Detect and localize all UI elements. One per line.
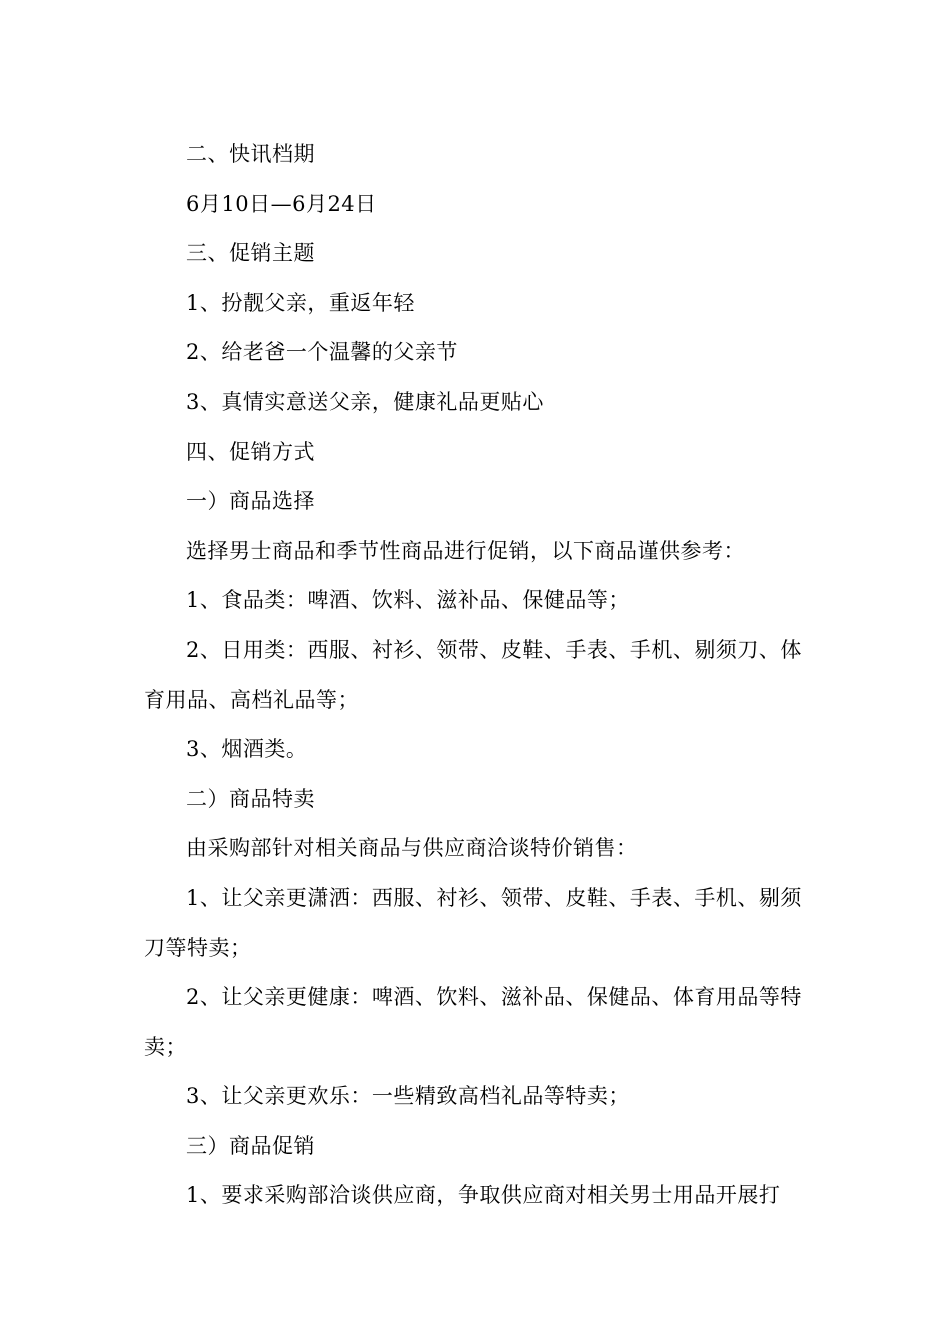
- schedule-dates: 6月10日—6月24日: [186, 191, 377, 216]
- subsection-heading-special-sale: 二）商品特卖: [186, 786, 315, 811]
- selection-item: 3、烟酒类。: [186, 737, 308, 762]
- section-heading-theme: 三、促销主题: [186, 241, 315, 266]
- special-sale-item: 2、让父亲更健康：啤酒、饮料、滋补品、保健品、体育用品等特卖；: [144, 985, 802, 1059]
- theme-item: 2、给老爸一个温馨的父亲节: [186, 340, 458, 365]
- selection-intro: 选择男士商品和季节性商品进行促销，以下商品谨供参考：: [186, 538, 745, 563]
- special-sale-intro: 由采购部针对相关商品与供应商洽谈特价销售：: [186, 836, 638, 861]
- document-body: [144, 130, 808, 1221]
- selection-item: 1、食品类：啤酒、饮料、滋补品、保健品等；: [186, 588, 630, 613]
- section-heading-schedule: 二、快讯档期: [186, 142, 315, 166]
- promotion-item: 1、要求采购部洽谈供应商，争取供应商对相关男士用品开展打: [186, 1183, 781, 1208]
- selection-item: 2、日用类：西服、衬衫、领带、皮鞋、手表、手机、剔须刀、体育用品、高档礼品等；: [144, 637, 802, 712]
- subsection-heading-promotion: 三）商品促销: [186, 1133, 315, 1158]
- subsection-heading-selection: 一）商品选择: [186, 489, 315, 514]
- theme-item: 3、真情实意送父亲，健康礼品更贴心: [186, 389, 544, 414]
- special-sale-item: 1、让父亲更潇洒：西服、衬衫、领带、皮鞋、手表、手机、剔须刀等特卖；: [144, 885, 802, 960]
- section-heading-method: 四、促销方式: [186, 439, 315, 464]
- special-sale-item: 3、让父亲更欢乐：一些精致高档礼品等特卖；: [186, 1084, 630, 1109]
- theme-item: 1、扮靓父亲，重返年轻: [186, 290, 415, 315]
